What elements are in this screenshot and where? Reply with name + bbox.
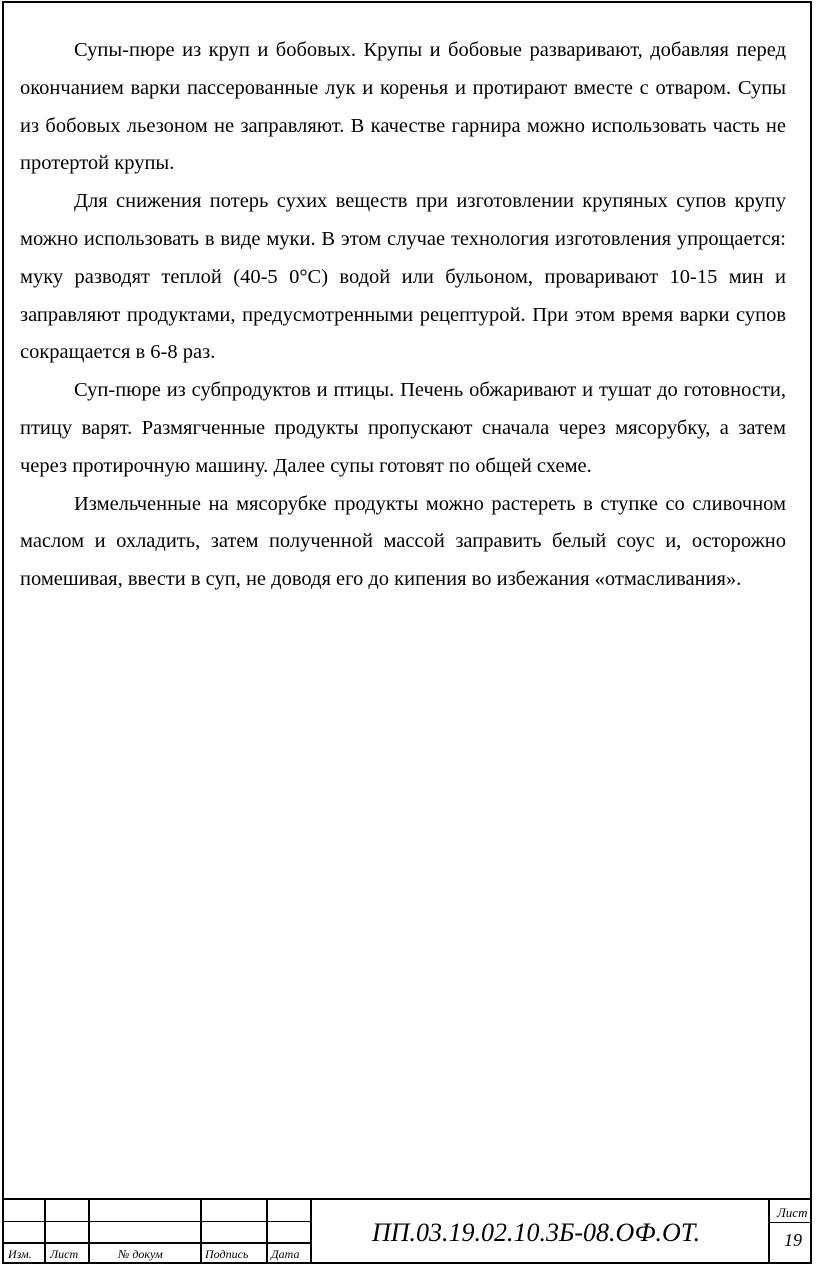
stamp-divider [44,1200,46,1264]
sheet-number: 19 [784,1230,802,1250]
stamp-divider [266,1200,268,1264]
paragraph-minced-products: Измельченные на мясорубке продукты можно растереть в ступке со сливочном маслом и охладить, затем полученной массой заправить белый соус и, осторожно помешивая, ввести в суп, не доводя его до кипения во избежания «отмасливания». [20,492,786,591]
stamp-divider [768,1200,770,1264]
stamp-label-date: Дата [271,1247,300,1261]
paragraph-offal-poultry: Суп-пюре из субпродуктов и птицы. Печень обжаривают и тушат до готовности, птицу варят. Размягченные продукты пропускают сначала через мясорубку, а затем через протирочную машину. Далее супы готовят по общей схеме. [20,379,786,477]
stamp-row-line [2,1221,310,1222]
paragraph-soups-cereals: Супы-пюре из круп и бобовых. Крупы и бобовые разваривают, добавляя перед окончанием варки пассерованные лук и коренья и протирают вместе с отваром. Супы из бобовых льезоном не заправляют. В качестве гарнира можно использовать часть не протертой крупы. [20,39,786,175]
document-body [20,32,786,599]
title-block [2,1198,812,1264]
stamp-divider [200,1200,202,1264]
stamp-row-line [768,1222,812,1223]
stamp-divider [88,1200,90,1264]
sheet-label: Лист [777,1205,808,1220]
stamp-label-sign: Подпись [205,1247,249,1261]
stamp-divider [310,1200,312,1264]
stamp-label-doc: № докум [118,1247,163,1261]
stamp-row-line [2,1242,310,1244]
document-code: ПП.03.19.02.10.3Б-08.ОФ.ОТ. [372,1218,701,1247]
stamp-label-izm: Изм. [8,1247,32,1261]
paragraph-flour-technology: Для снижения потерь сухих веществ при изготовлении крупяных супов крупу можно использовать в виде муки. В этом случае технология изготовления упрощается: муку разводят теплой (40-5 0°С) водой или бульоном, проваривают 10-15 мин и заправляют продуктами, предусмотренными рецептурой. При этом время варки супов сокращается в 6-8 раз. [20,190,786,364]
stamp-label-list: Лист [50,1247,79,1261]
